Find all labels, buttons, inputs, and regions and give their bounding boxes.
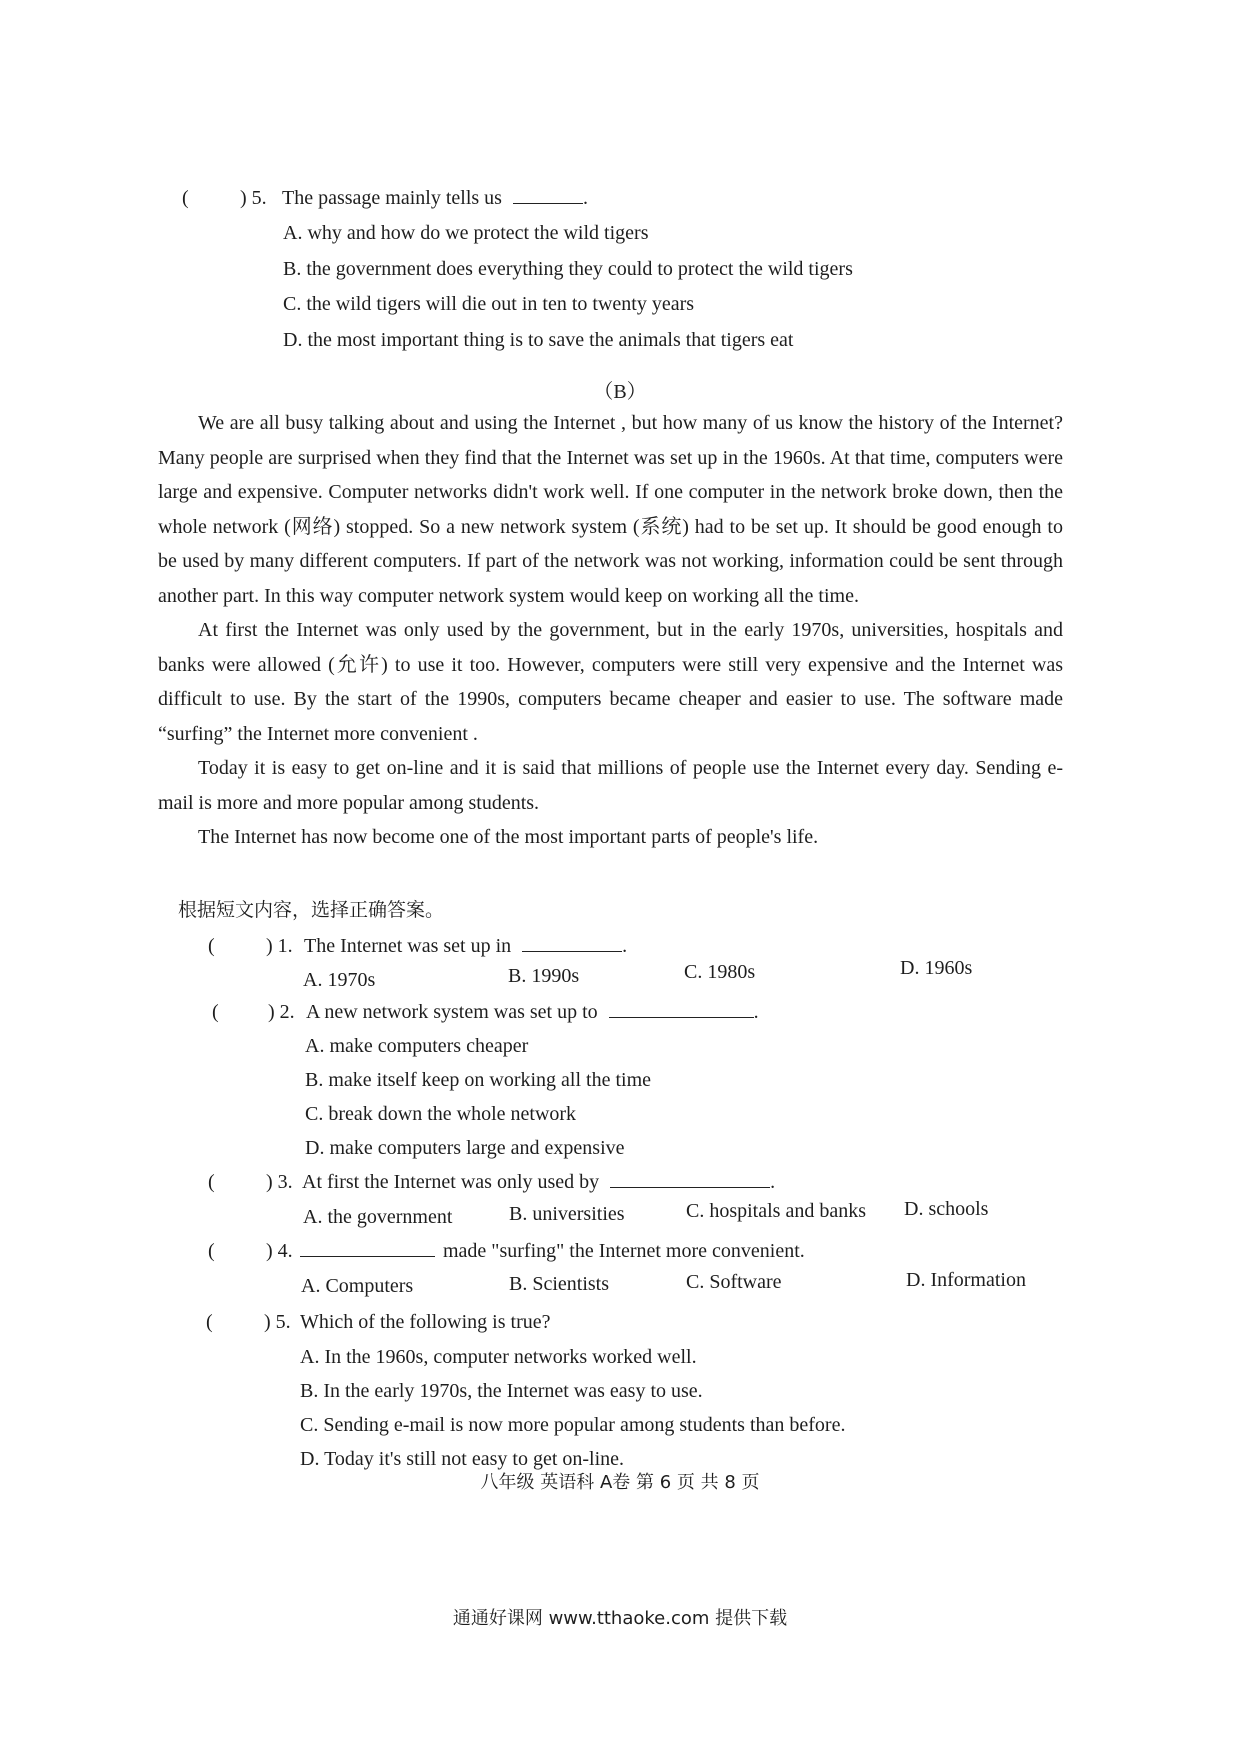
question-number: ) 1. xyxy=(266,935,293,957)
question-number: ) 3. xyxy=(266,1171,293,1193)
option-d: D. 1960s xyxy=(900,957,973,979)
option-a: A. 1970s xyxy=(303,969,376,991)
question-number: ) 2. xyxy=(268,1001,295,1023)
passage-paragraph-1: We are all busy talking about and using the Internet , but how many of us know the history of the Internet? Many people are surprised when they find that the Internet was set up in the 1960s. At that time, computers were large and expensive. Computer networks didn't work well. If one computer in the network broke down, then the whole network (网络) stopped. So a new network system (系统) had to be set up. It should be good enough to be used by many different computers. If part of the network was not working, information could be sent through another part. In this way computer network system would keep on working all the time. xyxy=(158,412,1063,607)
answer-blank xyxy=(513,185,583,204)
download-note: 通通好课网 www.tthaoke.com 提供下载 xyxy=(452,1608,788,1629)
answer-bracket: ( xyxy=(208,1171,215,1193)
answer-blank xyxy=(522,933,622,952)
option-d: D. Today it's still not easy to get on-line. xyxy=(300,1448,625,1470)
answer-bracket: ( xyxy=(212,1001,219,1023)
option-a: A. why and how do we protect the wild tigers xyxy=(283,222,649,244)
question-stem: At first the Internet was only used by xyxy=(302,1171,600,1193)
option-b: B. universities xyxy=(509,1203,625,1225)
option-d: D. schools xyxy=(904,1198,989,1220)
option-c: C. break down the whole network xyxy=(305,1103,577,1125)
option-d: D. make computers large and expensive xyxy=(305,1137,625,1159)
option-a: A. the government xyxy=(303,1206,453,1228)
option-a: A. make computers cheaper xyxy=(305,1035,529,1057)
section-b-heading: （B） xyxy=(593,381,647,403)
option-c: C. Software xyxy=(686,1271,782,1293)
option-a: A. Computers xyxy=(301,1275,414,1297)
option-d: D. Information xyxy=(906,1269,1026,1291)
answer-bracket: ( xyxy=(206,1311,213,1333)
option-c: C. 1980s xyxy=(684,961,756,983)
option-d: D. the most important thing is to save the animals that tigers eat xyxy=(283,329,794,351)
answer-bracket: ( xyxy=(182,187,189,209)
answer-blank xyxy=(609,999,754,1018)
option-b: B. In the early 1970s, the Internet was easy to use. xyxy=(300,1380,703,1402)
option-c: C. the wild tigers will die out in ten to twenty years xyxy=(283,293,695,315)
option-b: B. Scientists xyxy=(509,1273,610,1295)
instruction: 根据短文内容，选择正确答案。 xyxy=(178,899,445,921)
reading-passage xyxy=(158,406,1063,855)
question-number: ) 5. xyxy=(264,1311,291,1333)
passage-paragraph-4: The Internet has now become one of the most important parts of people's life. xyxy=(198,826,819,848)
question-stem: made "surfing" the Internet more convenient. xyxy=(443,1240,805,1262)
answer-blank xyxy=(300,1238,435,1257)
option-c: C. hospitals and banks xyxy=(686,1200,866,1222)
option-b: B. 1990s xyxy=(508,965,580,987)
question-stem: The Internet was set up in xyxy=(304,935,512,957)
answer-bracket: ( xyxy=(208,935,215,957)
exam-page: ( ) 5. The passage mainly tells us . A. why and how do we protect the wild tigers B. the government does everything they could to protect the wild tigers C. the wild tigers will die out in ten to twenty years D. the most important thing is to save the animals that tigers eat （B） We are all busy talking about and using the Internet , but how many of us know the history of the Internet? Many people are surprised when they find that the Internet was set up in the 1960s. At that time, computers were large and expensive. Computer networks didn't work well. If one computer in the network broke down, then the whole network (网络) stopped. So a new network system (系统) had to be set up. It should be good enough to be used by many different computers. If part of the network was not working, information could be sent through another part. In this way computer network system would keep on working all the time. At first the Internet was only used by the government, but in the early 1970s, universities, hospitals and banks were allowed (允许) to use it too. However, computers were still very expensive and the Internet was difficult to use. By the start of the 1990s, computers became cheaper and easier to use. The software made “surfing” the Internet more convenient . Today it is easy to get on-line and it is said that millions of people use the Internet every day. Sending e-mail is more and more popular among students. The Internet has now become one of the most important parts of people's life. 根据短文内容，选择正确答案。 ( ) 1. The Internet was set up in . A. 1970s B. 1990s C. 1980s D. 1960s ( ) 2. A new network system was set up to . A. make computers cheaper B. make itself keep on working all the time C. break down the whole network D. make computers large and expensive ( ) 3. At first the Internet was only used by . A. the government B. universities C. hospitals and banks D. schools ( ) 4. made "surfing" the Internet more convenient. A. Computers B. Scientists C. Software D. Information ( ) 5. Which of the following is true? A. In the 1960s, computer networks worked well. B. In the early 1970s, the Internet was easy to use. C. Sending e-mail is now more popular among students than before. D. Today it's still not easy to get on-line. 八年级 英语科 A卷 第 6 页 共 8 页 通通好课网 www.tthaoke.com 提供下载 xyxy=(0,0,1240,1754)
question-number: ) 4. xyxy=(266,1240,293,1262)
option-b: B. the government does everything they could to protect the wild tigers xyxy=(283,258,853,280)
option-b: B. make itself keep on working all the time xyxy=(305,1069,652,1091)
page-footer: 八年级 英语科 A卷 第 6 页 共 8 页 xyxy=(480,1472,760,1493)
answer-bracket: ( xyxy=(208,1240,215,1262)
question-stem: A new network system was set up to xyxy=(306,1001,598,1023)
question-stem: Which of the following is true? xyxy=(300,1311,551,1333)
option-a: A. In the 1960s, computer networks worked well. xyxy=(300,1346,697,1368)
answer-blank xyxy=(610,1169,770,1188)
passage-paragraph-2: At first the Internet was only used by the government, but in the early 1970s, universities, hospitals and banks were allowed (允许) to use it too. However, computers were still very expensive and the Internet was difficult to use. By the start of the 1990s, computers became cheaper and easier to use. The software made “surfing” the Internet more convenient . xyxy=(158,619,1063,745)
passage-paragraph-3: Today it is easy to get on-line and it is said that millions of people use the Internet every day. Sending e-mail is more and more popular among students. xyxy=(158,757,1063,814)
question-number: ) 5. xyxy=(240,187,267,209)
option-c: C. Sending e-mail is now more popular among students than before. xyxy=(300,1414,846,1436)
question-stem: The passage mainly tells us xyxy=(282,187,502,209)
